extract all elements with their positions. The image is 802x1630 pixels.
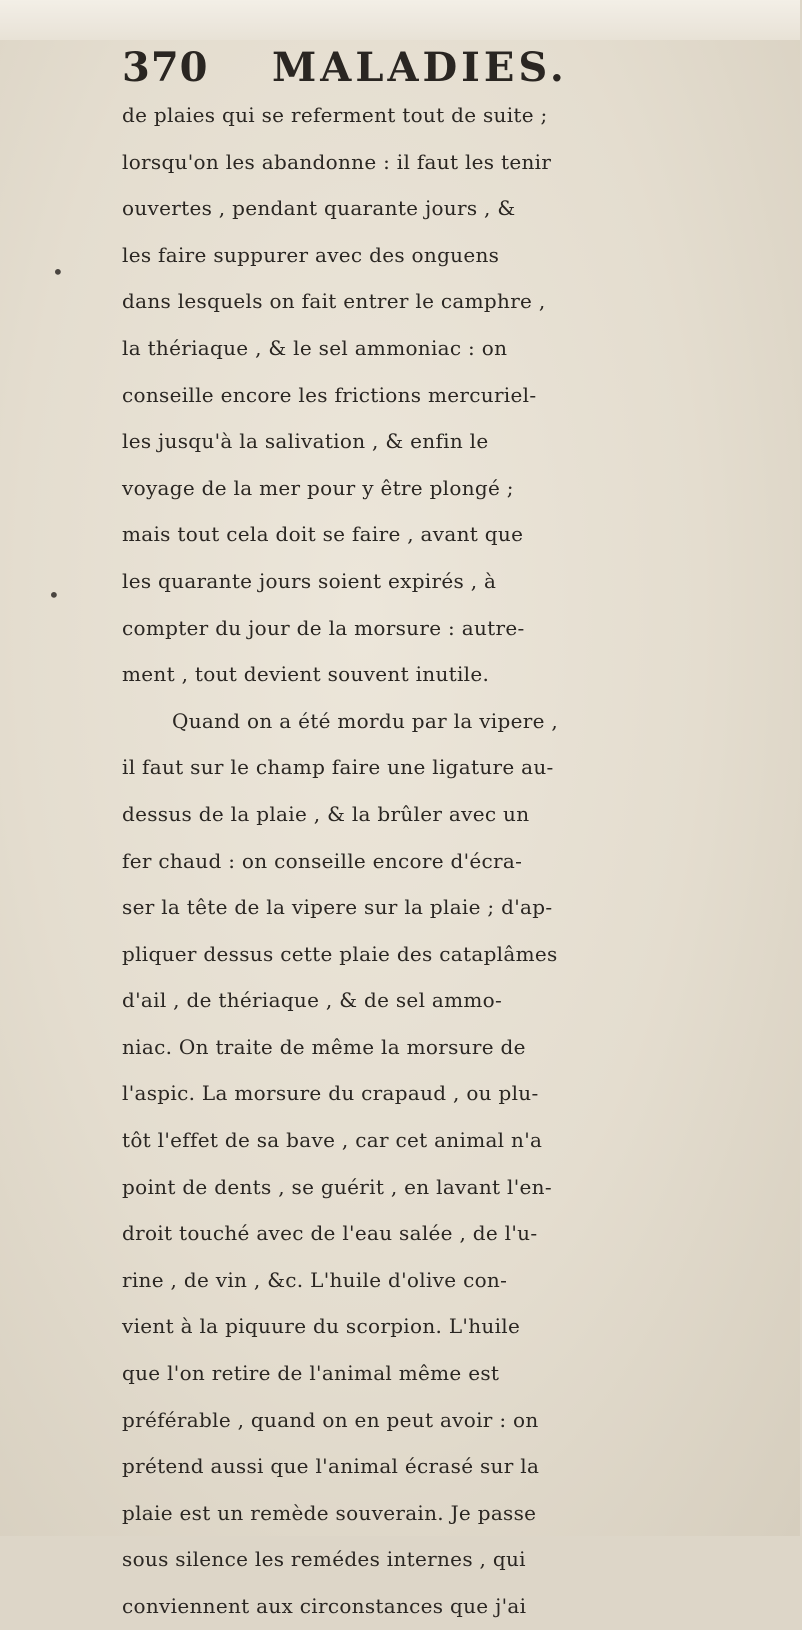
text-line: dessus de la plaie , & la brûler avec un [122,801,530,826]
text-line: voyage de la mer pour y être plongé ; [122,475,514,500]
text-line: dans lesquels on fait entrer le camphre , [122,289,546,314]
text-line: les faire suppurer avec des onguens [122,242,500,267]
margin-mark-icon: • [48,583,60,607]
body-text [122,92,802,1630]
text-line: fer chaud : on conseille encore d'écra- [122,848,523,873]
text-line: lorsqu'on les abandonne : il faut les tenir [122,149,552,174]
text-line: niac. On traite de même la morsure de [122,1034,526,1059]
text-line: préférable , quand on en peut avoir : on [122,1407,539,1432]
text-line: d'ail , de thériaque , & de sel ammo- [122,988,503,1013]
page-top-edge [0,0,800,40]
text-line: les quarante jours soient expirés , à [122,568,497,593]
text-line: mais tout cela doit se faire , avant que [122,522,524,547]
text-line: tôt l'effet de sa bave , car cet animal n'a [122,1128,543,1153]
text-line: ouvertes , pendant quarante jours , & [122,196,516,221]
text-line: de plaies qui se referment tout de suite ; [122,103,548,127]
text-line: l'aspic. La morsure du crapaud , ou plu- [122,1081,539,1106]
margin-mark-icon: • [52,260,64,284]
text-line: droit touché avec de l'eau salée , de l'u- [122,1221,538,1246]
text-line: il faut sur le champ faire une ligature au- [122,755,554,780]
text-line: point de dents , se guérit , en lavant l'en- [122,1174,552,1199]
text-line: pliquer dessus cette plaie des cataplâmes [122,941,558,966]
text-line: sous silence les remédes internes , qui [122,1547,526,1572]
page-number: 370 [122,44,209,91]
text-line: que l'on retire de l'animal même est [122,1361,500,1386]
text-line: compter du jour de la morsure : autre- [122,615,525,640]
text-line: ment , tout devient souvent inutile. [122,662,490,687]
text-line: la thériaque , & le sel ammoniac : on [122,335,508,360]
text-line: prétend aussi que l'animal écrasé sur la [122,1454,540,1479]
text-line: plaie est un remède souverain. Je passe [122,1500,537,1525]
text-line: conviennent aux circonstances que j'ai [122,1594,527,1618]
text-line: rine , de vin , &c. L'huile d'olive con- [122,1267,508,1292]
text-line: vient à la piquure du scorpion. L'huile [122,1314,521,1339]
text-line: les jusqu'à la salivation , & enfin le [122,429,489,454]
text-line: ser la tête de la vipere sur la plaie ; d'ap- [122,895,553,920]
text-line: conseille encore les frictions mercuriel- [122,382,537,407]
paragraph-start-line: Quand on a été mordu par la vipere , [172,708,559,733]
running-head: MALADIES. [272,44,568,91]
page-header [122,46,682,90]
